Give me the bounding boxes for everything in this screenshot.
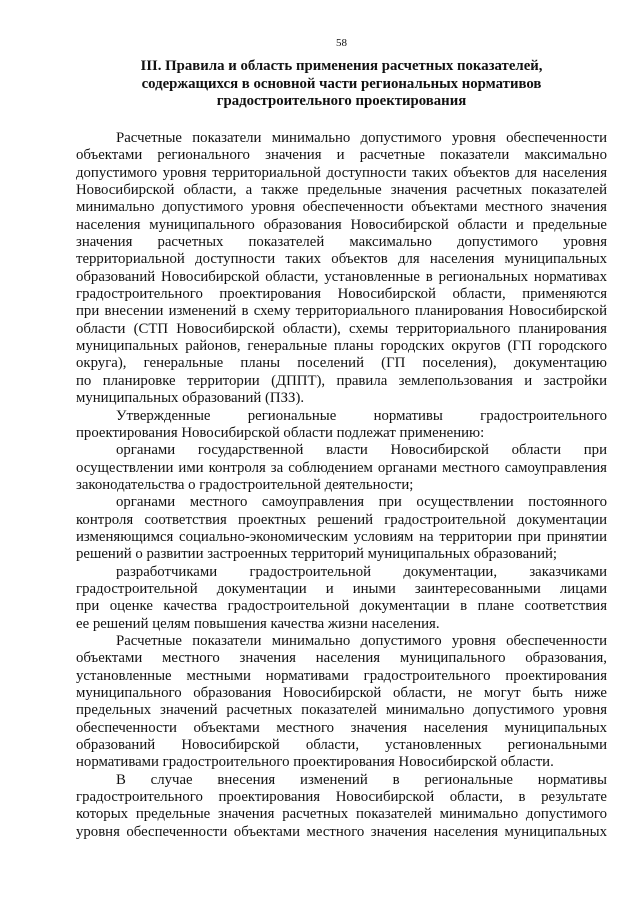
text-line: В случае внесения изменений в региональные нормативы: [116, 771, 607, 788]
text-line: населения муниципального образования Новосибирской области и предельные: [76, 216, 607, 233]
text-line: при внесении изменений в схему территориального планирования Новосибирской: [76, 303, 607, 320]
paragraph: [76, 130, 607, 408]
text-line: предельных значений расчетных показателей минимально допустимого уровня: [76, 702, 607, 719]
paragraph: [76, 408, 607, 443]
text-line: Расчетные показатели минимально допустимого уровня обеспеченности: [116, 130, 607, 146]
text-line: уровня обеспеченности объектами местного значения населения муниципальных: [76, 823, 607, 840]
text-line: муниципальных районов, генеральные планы городских округов (ГП городского: [76, 338, 607, 355]
text-line: округа), генеральные планы поселений (ГП поселения), документацию: [76, 355, 607, 372]
text-line: градостроительной документации и иными заинтересованными лицами: [76, 580, 607, 597]
text-line: муниципального образования Новосибирской области, не могут быть ниже: [76, 685, 607, 701]
text-line: установленные местными нормативами градостроительного проектирования: [76, 667, 607, 684]
paragraph: [76, 772, 607, 841]
text-line: минимально допустимого уровня обеспеченности объектами местного значения: [76, 199, 607, 216]
text-line: градостроительного проектирования Новосибирской области, применяются: [76, 286, 607, 303]
text-line: изменяющимся социально-экономическим условиям на территории при принятии: [76, 528, 607, 545]
text-line: объектами местного значения населения муниципального образования,: [76, 650, 607, 667]
text-line: Расчетные показатели минимально допустимого уровня обеспеченности: [116, 632, 607, 649]
text-line: решений о развитии застроенных территорий муниципальных образований;: [76, 546, 558, 563]
text-line: объектами регионального значения и расчетные показатели максимально: [76, 147, 607, 164]
text-line: органами государственной власти Новосибирской области при: [116, 442, 607, 459]
text-line: обеспеченности объектами местного значения населения муниципальных: [76, 719, 607, 736]
section-title: [76, 58, 607, 111]
text-line: Новосибирской области, а также предельные значения расчетных показателей: [76, 182, 607, 199]
text-line: образований Новосибирской области, установленные в региональных нормативах: [76, 268, 607, 285]
title-line: III. Правила и область применения расчетных показателей,: [140, 58, 543, 74]
paragraph: [76, 442, 607, 494]
paragraph: [76, 494, 607, 563]
text-line: проектирования Новосибирской области подлежат применению:: [76, 424, 485, 441]
text-line: области (СТП Новосибирской области), схемы территориального планирования: [76, 320, 607, 337]
text-line: территориальной доступности таких объектов для населения муниципальных: [76, 251, 607, 268]
text-line: осуществлении ими контроля за соблюдением органами местного самоуправления: [76, 459, 607, 476]
text-line: органами местного самоуправления при осуществлении постоянного: [116, 494, 607, 511]
text-line: которых предельные значения расчетных показателей минимально допустимого: [76, 806, 607, 823]
text-line: муниципальных образований (ПЗЗ).: [76, 390, 305, 407]
title-line: градостроительного проектирования: [216, 93, 467, 110]
paragraph: [76, 564, 607, 633]
text-line: при оценке качества градостроительной документации в плане соответствия: [76, 598, 607, 615]
text-line: градостроительного проектирования Новосибирской области, в результате: [76, 789, 607, 806]
text-line: разработчиками градостроительной документации, заказчиками: [116, 563, 607, 580]
text-line: законодательства о градостроительной деятельности;: [76, 476, 414, 493]
paragraph: [76, 633, 607, 772]
text-line: нормативами градостроительного проектирования Новосибирской области.: [76, 754, 554, 771]
text-line: допустимого уровня территориальной доступности таких объектов для населения: [76, 164, 607, 181]
title-line: содержащихся в основной части региональных нормативов: [141, 75, 542, 92]
text-line: значения расчетных показателей максимально допустимого уровня: [76, 234, 607, 251]
text-line: по планировке территории (ДППТ), правила землепользования и застройки: [76, 372, 607, 389]
text-line: Утвержденные региональные нормативы градостроительного: [116, 407, 607, 424]
text-line: ее решений целям повышения качества жизни населения.: [76, 615, 440, 632]
body-text: [76, 130, 607, 841]
text-line: образований Новосибирской области, установленных региональными: [76, 737, 607, 754]
text-line: контроля соответствия проектных решений градостроительной документации: [76, 511, 607, 528]
page-number: 58: [336, 37, 347, 49]
